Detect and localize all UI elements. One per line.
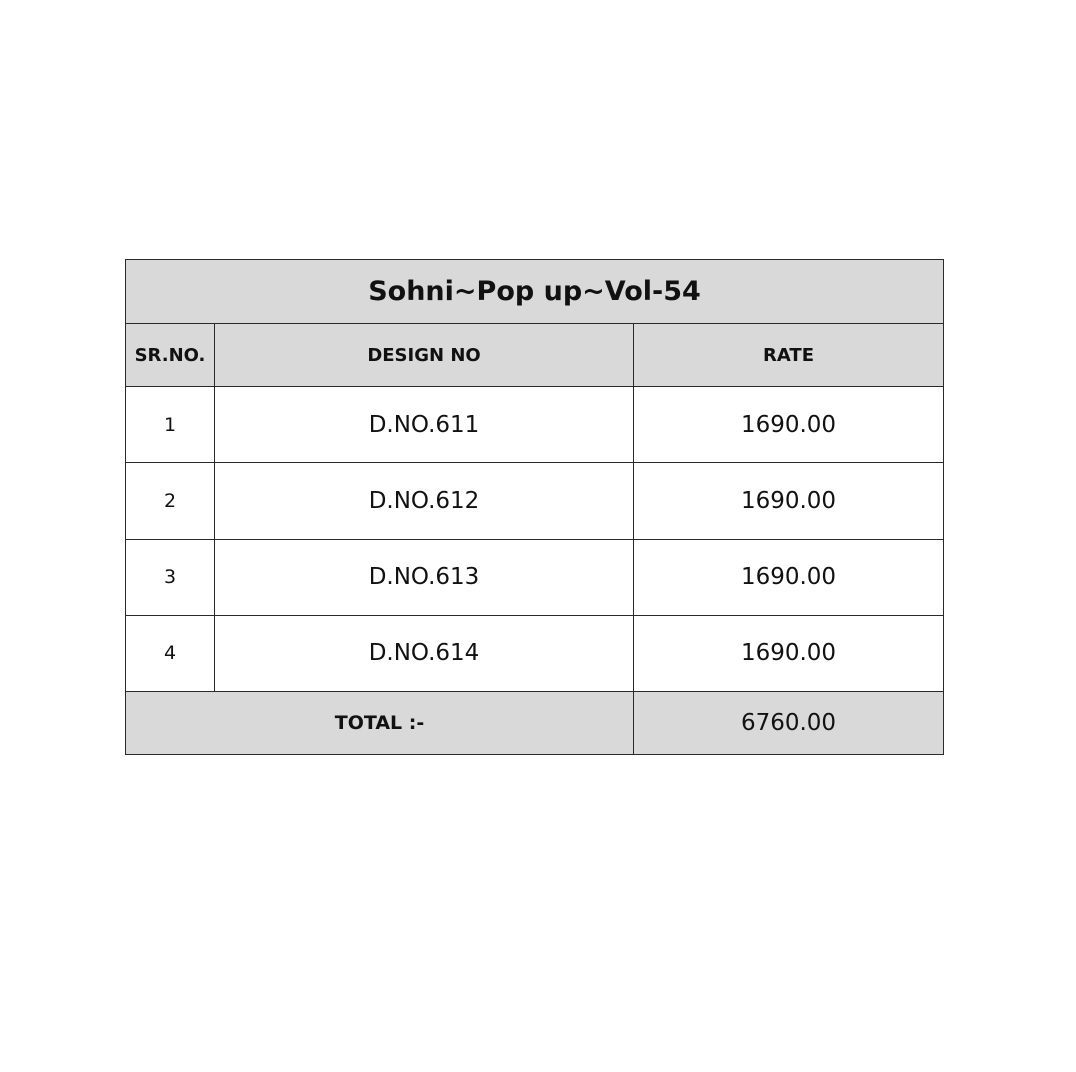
- rate-cell: 1690.00: [634, 539, 944, 615]
- header-rate: RATE: [634, 324, 944, 387]
- design-no-cell: D.NO.614: [215, 615, 634, 691]
- rate-cell: 1690.00: [634, 387, 944, 463]
- sr-no-cell: 3: [126, 539, 215, 615]
- rate-table: [125, 259, 944, 755]
- title-row: [126, 260, 944, 324]
- table-row: [126, 539, 944, 615]
- total-row: [126, 691, 944, 754]
- header-sr-no: SR.NO.: [126, 324, 215, 387]
- design-no-cell: D.NO.611: [215, 387, 634, 463]
- total-value: 6760.00: [634, 691, 944, 754]
- design-no-cell: D.NO.613: [215, 539, 634, 615]
- total-label: TOTAL :-: [126, 691, 634, 754]
- sr-no-cell: 1: [126, 387, 215, 463]
- sr-no-cell: 2: [126, 463, 215, 539]
- table-row: [126, 615, 944, 691]
- sr-no-cell: 4: [126, 615, 215, 691]
- table-title: Sohni~Pop up~Vol-54: [126, 260, 944, 324]
- table-row: [126, 387, 944, 463]
- rate-cell: 1690.00: [634, 615, 944, 691]
- header-design-no: DESIGN NO: [215, 324, 634, 387]
- design-no-cell: D.NO.612: [215, 463, 634, 539]
- table-row: [126, 463, 944, 539]
- rate-cell: 1690.00: [634, 463, 944, 539]
- header-row: [126, 324, 944, 387]
